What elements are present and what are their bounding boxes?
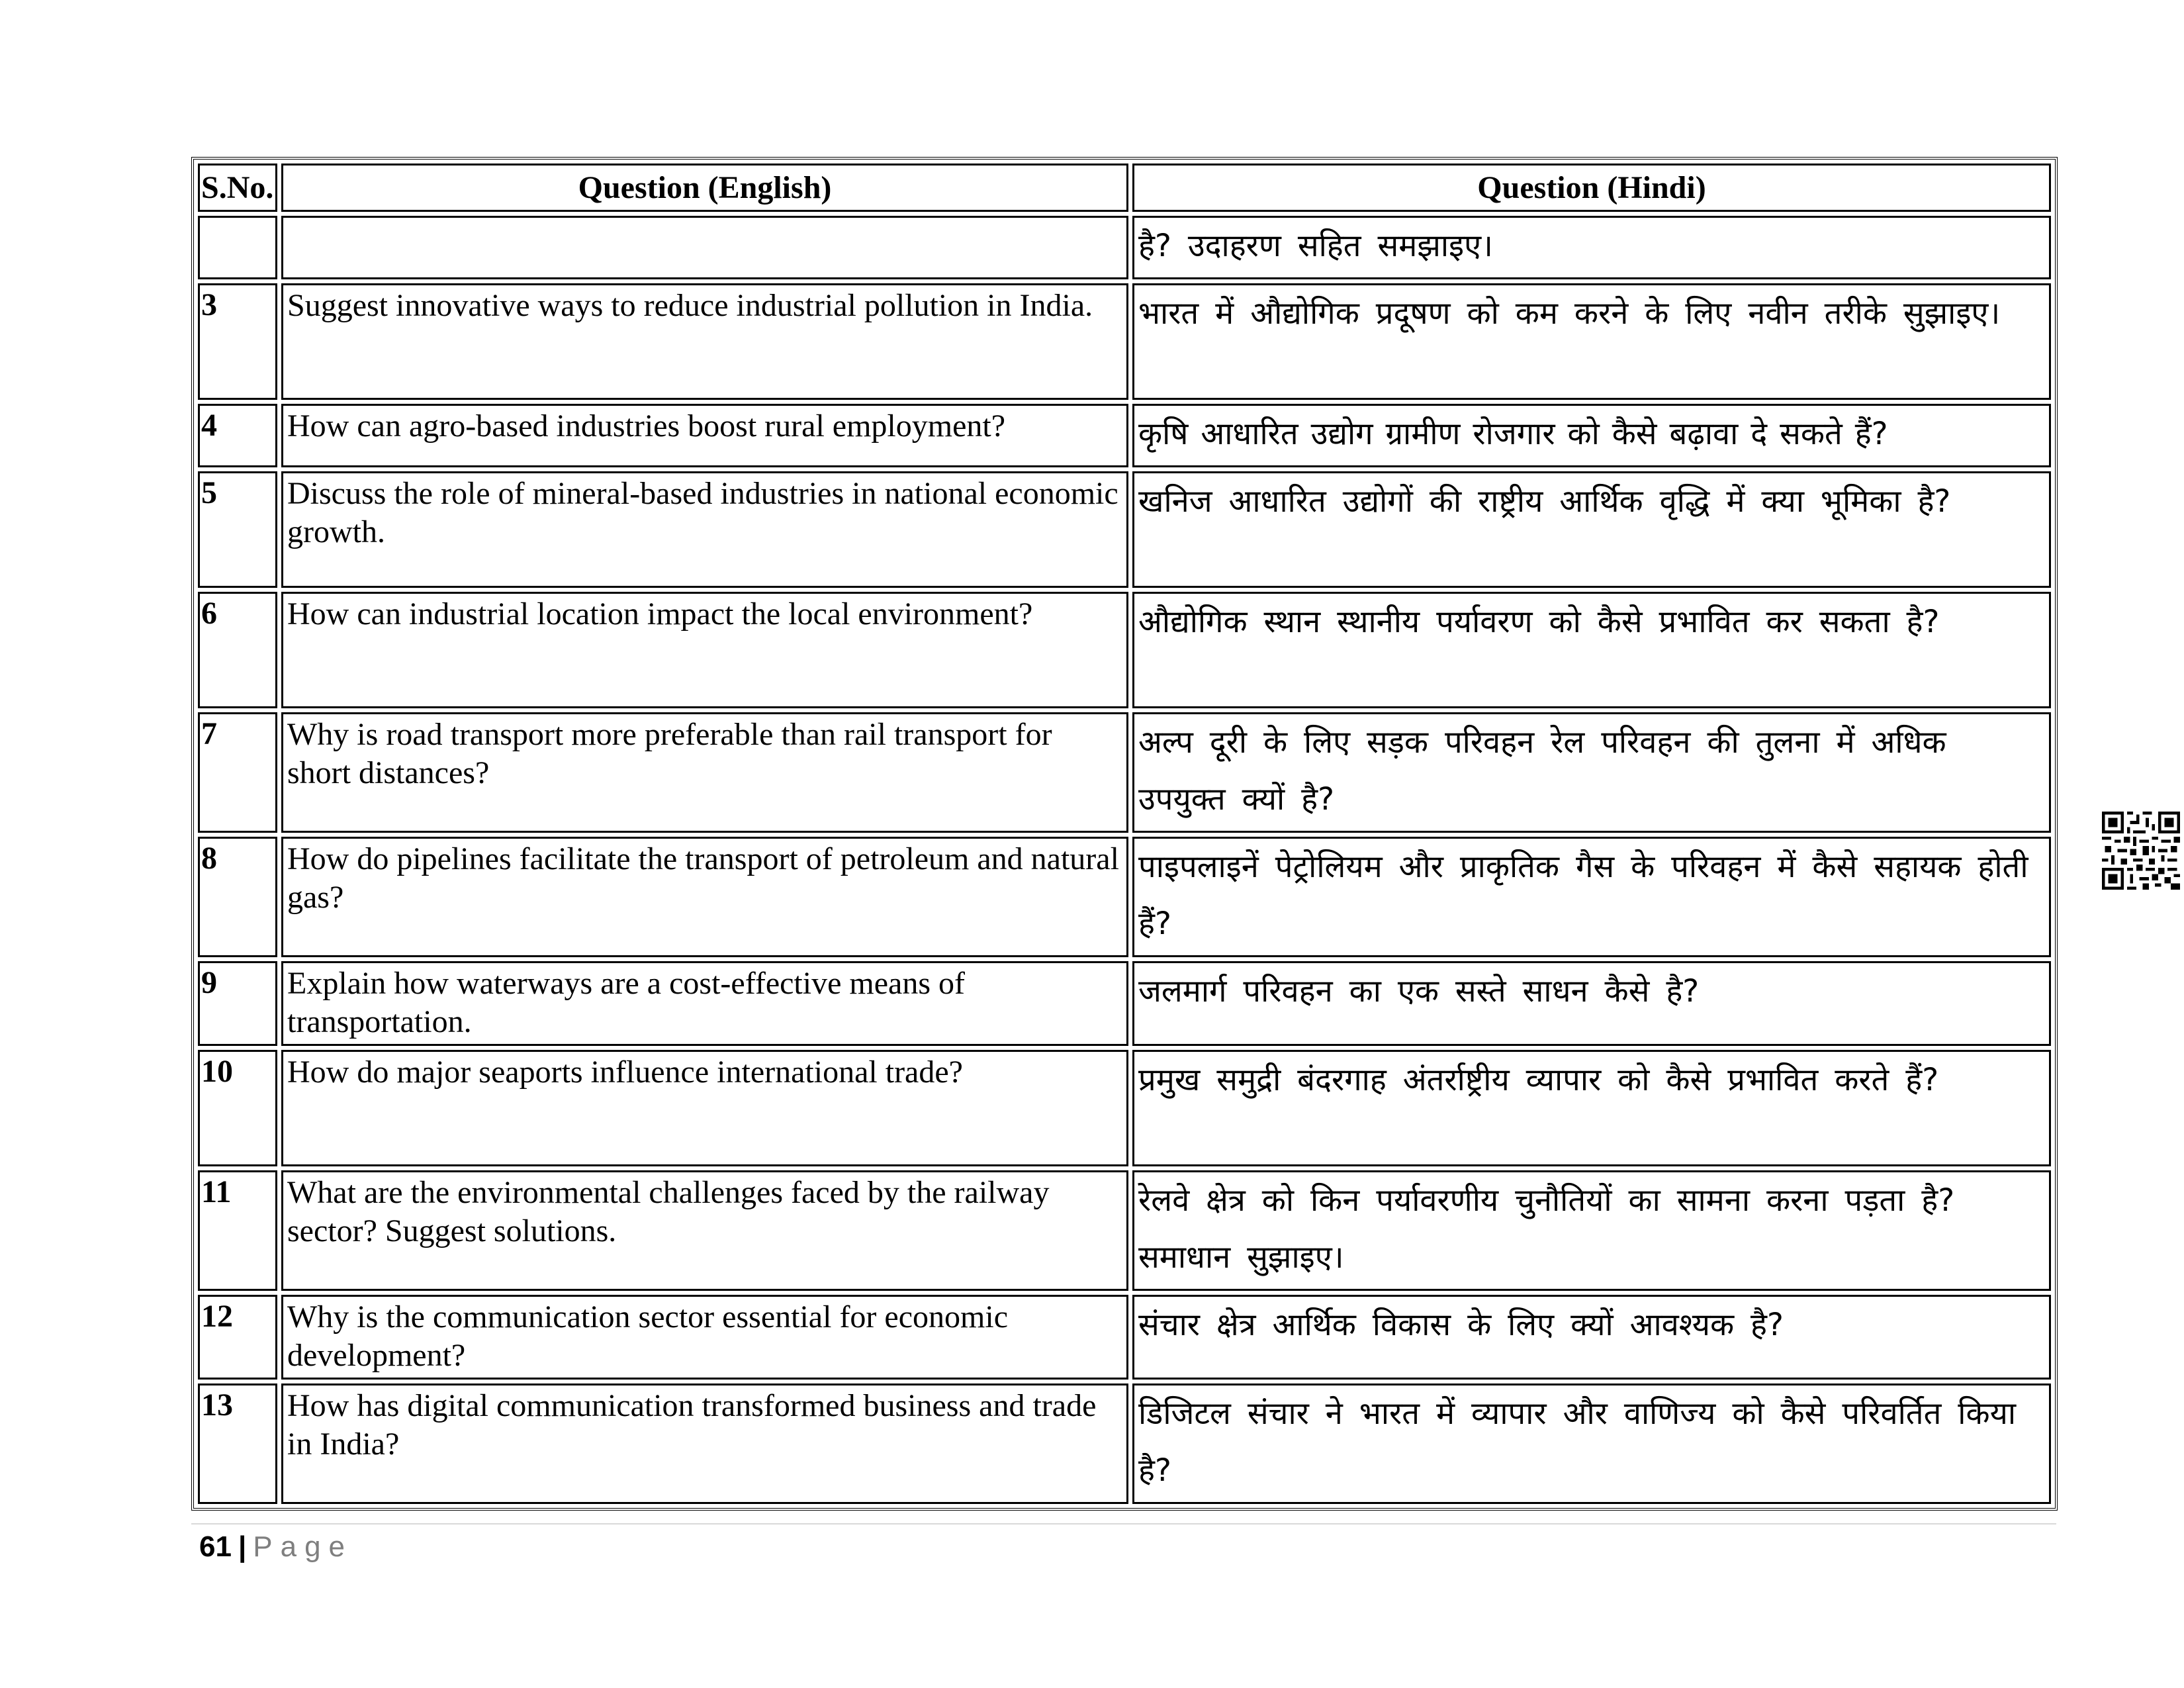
row-question-english: Explain how waterways are a cost-effective means of transportation. xyxy=(281,961,1128,1046)
table-row xyxy=(198,404,2051,467)
row-question-english: Suggest innovative ways to reduce industrial pollution in India. xyxy=(281,283,1128,400)
row-question-english: How do major seaports influence international trade? xyxy=(281,1050,1128,1166)
row-sno: 13 xyxy=(198,1383,277,1504)
row-question-hindi: प्रमुख समुद्री बंदरगाह अंतर्राष्ट्रीय व्यापार को कैसे प्रभावित करते हैं? xyxy=(1132,1050,2051,1166)
row-question-hindi: संचार क्षेत्र आर्थिक विकास के लिए क्यों आवश्यक है? xyxy=(1132,1295,2051,1380)
row-sno: 3 xyxy=(198,283,277,400)
table-row xyxy=(198,471,2051,588)
row-question-hindi: रेलवे क्षेत्र को किन पर्यावरणीय चुनौतियों का सामना करना पड़ता है? समाधान सुझाइए। xyxy=(1132,1170,2051,1291)
row-sno: 9 xyxy=(198,961,277,1046)
footer-separator: | xyxy=(238,1530,247,1563)
table-row xyxy=(198,216,2051,279)
table-row xyxy=(198,592,2051,708)
table-row xyxy=(198,1170,2051,1291)
page-number: 61 xyxy=(199,1530,232,1563)
header-question-english: Question (English) xyxy=(281,164,1128,212)
row-sno xyxy=(198,216,277,279)
page-word: Page xyxy=(253,1530,353,1563)
row-question-hindi: डिजिटल संचार ने भारत में व्यापार और वाणिज्य को कैसे परिवर्तित किया है? xyxy=(1132,1383,2051,1504)
row-sno: 8 xyxy=(198,837,277,957)
footer-divider xyxy=(191,1523,2056,1524)
row-question-english: How has digital communication transformed business and trade in India? xyxy=(281,1383,1128,1504)
row-question-hindi: भारत में औद्योगिक प्रदूषण को कम करने के लिए नवीन तरीके सुझाइए। xyxy=(1132,283,2051,400)
table-row xyxy=(198,1050,2051,1166)
table-row xyxy=(198,712,2051,833)
qr-code-icon xyxy=(2102,812,2180,890)
row-question-english: Why is the communication sector essential for economic development? xyxy=(281,1295,1128,1380)
row-question-english: How do pipelines facilitate the transport of petroleum and natural gas? xyxy=(281,837,1128,957)
row-question-english xyxy=(281,216,1128,279)
row-sno: 7 xyxy=(198,712,277,833)
questions-table xyxy=(191,157,2058,1511)
table-header-row xyxy=(198,164,2051,212)
row-question-hindi: अल्प दूरी के लिए सड़क परिवहन रेल परिवहन की तुलना में अधिक उपयुक्त क्यों है? xyxy=(1132,712,2051,833)
table-row xyxy=(198,283,2051,400)
row-sno: 12 xyxy=(198,1295,277,1380)
row-question-hindi: कृषि आधारित उद्योग ग्रामीण रोजगार को कैसे बढ़ावा दे सकते हैं? xyxy=(1132,404,2051,467)
row-question-hindi: खनिज आधारित उद्योगों की राष्ट्रीय आर्थिक वृद्धि में क्या भूमिका है? xyxy=(1132,471,2051,588)
row-sno: 6 xyxy=(198,592,277,708)
row-question-hindi: है? उदाहरण सहित समझाइए। xyxy=(1132,216,2051,279)
row-question-english: Why is road transport more preferable than rail transport for short distances? xyxy=(281,712,1128,833)
table-row xyxy=(198,1295,2051,1380)
row-question-hindi: पाइपलाइनें पेट्रोलियम और प्राकृतिक गैस के परिवहन में कैसे सहायक होती हैं? xyxy=(1132,837,2051,957)
row-question-english: Discuss the role of mineral-based industries in national economic growth. xyxy=(281,471,1128,588)
header-sno: S.No. xyxy=(198,164,277,212)
table-row xyxy=(198,1383,2051,1504)
page-footer xyxy=(199,1530,353,1564)
table-row xyxy=(198,961,2051,1046)
row-question-english: How can industrial location impact the local environment? xyxy=(281,592,1128,708)
row-question-hindi: जलमार्ग परिवहन का एक सस्ते साधन कैसे है? xyxy=(1132,961,2051,1046)
row-sno: 5 xyxy=(198,471,277,588)
row-sno: 10 xyxy=(198,1050,277,1166)
table-row xyxy=(198,837,2051,957)
header-question-hindi: Question (Hindi) xyxy=(1132,164,2051,212)
row-question-english: How can agro-based industries boost rural employment? xyxy=(281,404,1128,467)
row-question-english: What are the environmental challenges faced by the railway sector? Suggest solutions. xyxy=(281,1170,1128,1291)
row-sno: 4 xyxy=(198,404,277,467)
row-question-hindi: औद्योगिक स्थान स्थानीय पर्यावरण को कैसे प्रभावित कर सकता है? xyxy=(1132,592,2051,708)
row-sno: 11 xyxy=(198,1170,277,1291)
